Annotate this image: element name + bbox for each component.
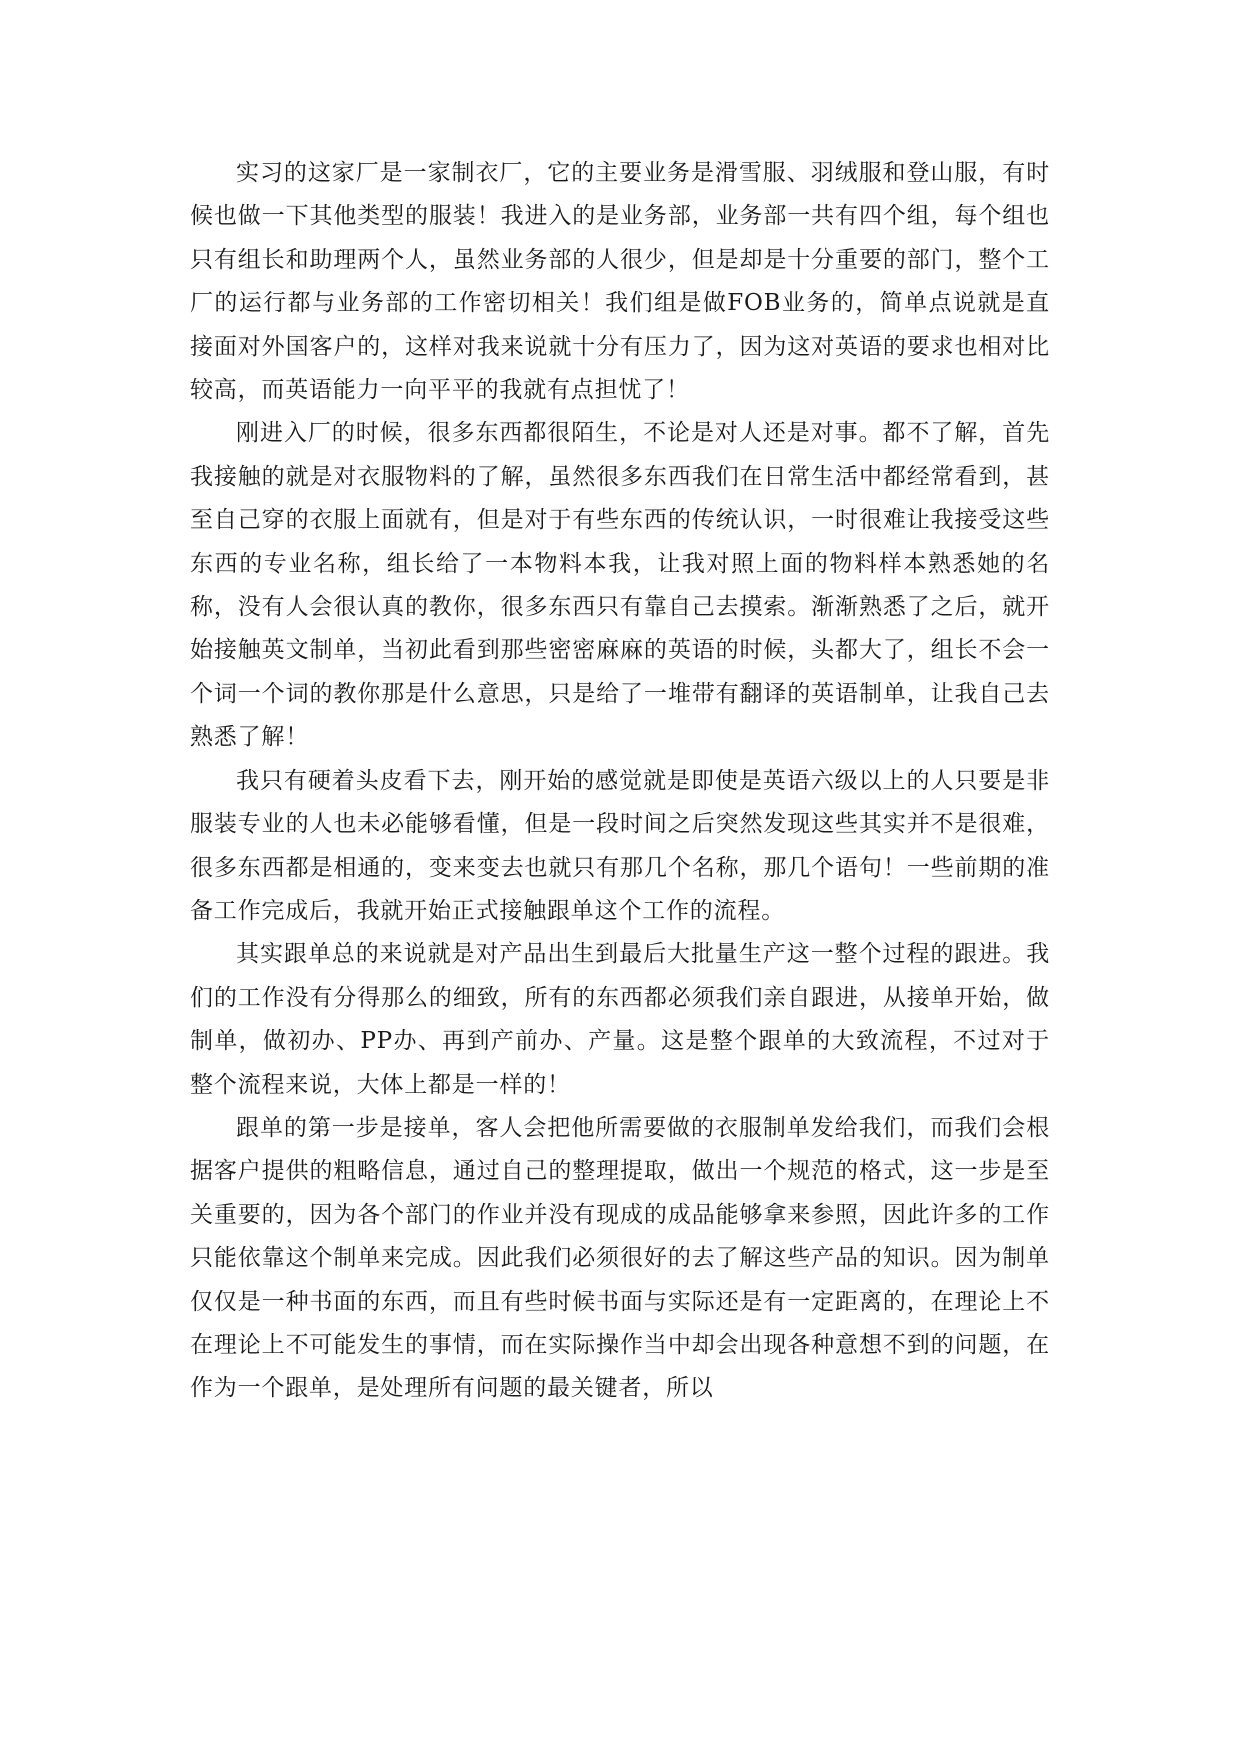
document-body [190,152,1050,1411]
paragraph-2: 刚进入厂的时候，很多东西都很陌生，不论是对人还是对事。都不了解，首先我接触的就是对衣服物料的了解，虽然很多东西我们在日常生活中都经常看到，甚至自己穿的衣服上面就有，但是对于有些东西的传统认识，一时很难让我接受这些东西的专业名称，组长给了一本物料本我，让我对照上面的物料样本熟悉她的名称，没有人会很认真的教你，很多东西只有靠自己去摸索。渐渐熟悉了之后，就开始接触英文制单，当初此看到那些密密麻麻的英语的时候，头都大了，组长不会一个词一个词的教你那是什么意思，只是给了一堆带有翻译的英语制单，让我自己去熟悉了解！ [190,420,1050,751]
paragraph-4: 其实跟单总的来说就是对产品出生到最后大批量生产这一整个过程的跟进。我们的工作没有分得那么的细致，所有的东西都必须我们亲自跟进，从接单开始，做制单，做初办、PP办、再到产前办、产量。这是整个跟单的大致流程，不过对于整个流程来说，大体上都是一样的！ [190,941,1050,1098]
paragraph-1: 实习的这家厂是一家制衣厂，它的主要业务是滑雪服、羽绒服和登山服，有时候也做一下其他类型的服装！我进入的是业务部，业务部一共有四个组，每个组也只有组长和助理两个人，虽然业务部的人很少，但是却是十分重要的部门，整个工厂的运行都与业务部的工作密切相关！我们组是做FOB业务的，简单点说就是直接面对外国客户的，这样对我来说就十分有压力了，因为这对英语的要求也相对比较高，而英语能力一向平平的我就有点担忧了！ [190,160,1050,404]
paragraph-5: 跟单的第一步是接单，客人会把他所需要做的衣服制单发给我们，而我们会根据客户提供的粗略信息，通过自己的整理提取，做出一个规范的格式，这一步是至关重要的，因为各个部门的作业并没有现成的成品能够拿来参照，因此许多的工作只能依靠这个制单来完成。因此我们必须很好的去了解这些产品的知识。因为制单仅仅是一种书面的东西，而且有些时候书面与实际还是有一定距离的，在理论上不在理论上不可能发生的事情，而在实际操作当中却会出现各种意想不到的问题，在作为一个跟单，是处理所有问题的最关键者，所以 [190,1114,1050,1402]
paragraph-3: 我只有硬着头皮看下去，刚开始的感觉就是即使是英语六级以上的人只要是非服装专业的人也未必能够看懂，但是一段时间之后突然发现这些其实并不是很难，很多东西都是相通的，变来变去也就只有那几个名称，那几个语句！一些前期的准备工作完成后，我就开始正式接触跟单这个工作的流程。 [190,767,1050,924]
